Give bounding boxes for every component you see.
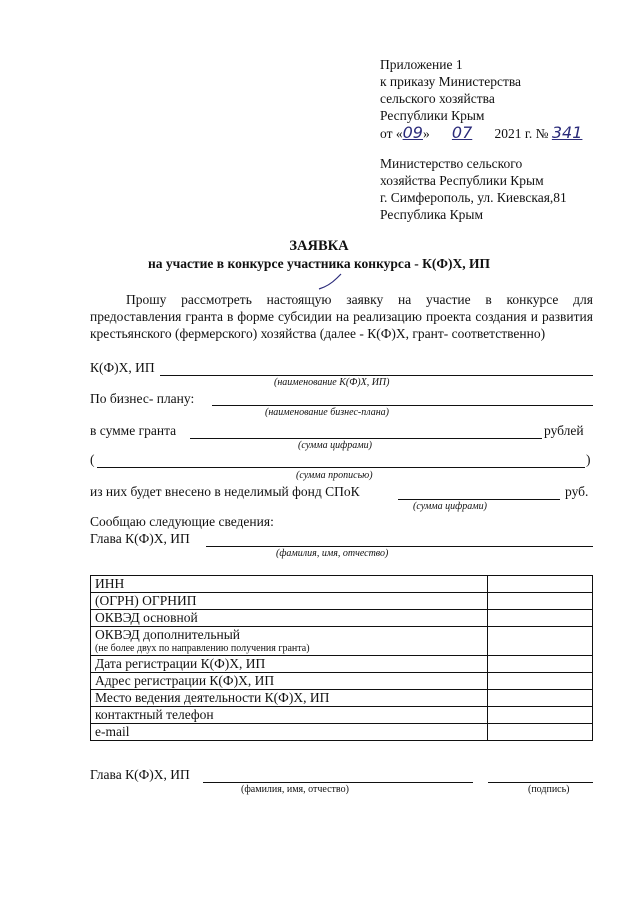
fund-input-line[interactable] (398, 499, 560, 500)
words-caption: (сумма прописью) (296, 470, 373, 481)
sum-caption: (сумма цифрами) (298, 440, 372, 451)
handwritten-mark-icon (315, 272, 345, 292)
table-row-label (91, 656, 488, 673)
fund-caption: (сумма цифрами) (413, 501, 487, 512)
form-subtitle: на участие в конкурсе участника конкурса - К(Ф)Х, ИП (148, 256, 490, 271)
table-row (91, 576, 593, 593)
table-row (91, 610, 593, 627)
table-row-label (91, 673, 488, 690)
table-row-label (91, 610, 488, 627)
sum-input-line[interactable] (190, 438, 542, 439)
table-row (91, 656, 593, 673)
head-caption: (фамилия, имя, отчество) (276, 548, 389, 559)
words-open-paren: ( (90, 452, 95, 467)
table-row-label (91, 593, 488, 610)
ministry-line-2: хозяйства Республики Крым (380, 173, 544, 188)
date-day: 09 (402, 123, 423, 142)
appendix-line-4: Республики Крым (380, 108, 485, 123)
date-month: 07 (451, 123, 473, 142)
table-row (91, 627, 593, 656)
kfh-label: К(Ф)Х, ИП (90, 360, 155, 375)
kfh-input-line[interactable] (160, 375, 593, 376)
appendix-block (380, 56, 620, 142)
table-row (91, 724, 593, 741)
table-row-label-text: (ОГРН) ОГРНИП (95, 593, 197, 608)
date-prefix: от « (380, 126, 403, 141)
table-row-label-text: ОКВЭД основной (95, 610, 198, 625)
plan-label: По бизнес- плану: (90, 391, 195, 406)
signature-sign-caption: (подпись) (528, 784, 570, 795)
sum-suffix: рублей (544, 423, 584, 438)
table-row-value-cell[interactable] (488, 576, 593, 593)
table-row (91, 673, 593, 690)
info-table (90, 575, 593, 741)
fund-suffix: руб. (565, 484, 589, 499)
signature-name-line[interactable] (203, 782, 473, 783)
table-row-label-text: контактный телефон (95, 707, 214, 722)
words-close-paren: ) (586, 452, 591, 467)
signature-sign-line[interactable] (488, 782, 593, 783)
head-label: Глава К(Ф)Х, ИП (90, 531, 190, 546)
table-row-label-text: e-mail (95, 724, 130, 739)
date-mid: » (422, 126, 430, 141)
table-row-label-text: Дата регистрации К(Ф)Х, ИП (95, 656, 266, 671)
ministry-line-3: г. Симферополь, ул. Киевская,81 (380, 190, 567, 205)
request-paragraph (90, 291, 593, 342)
table-row-label (91, 690, 488, 707)
info-label: Сообщаю следующие сведения: (90, 514, 274, 529)
table-row-value-cell[interactable] (488, 593, 593, 610)
table-row-label-text: Адрес регистрации К(Ф)Х, ИП (95, 673, 275, 688)
table-row-label-text: ИНН (95, 576, 125, 591)
table-row-label (91, 627, 488, 656)
table-row-label-text: Место ведения деятельности К(Ф)Х, ИП (95, 690, 330, 705)
appendix-line-2: к приказу Министерства (380, 74, 522, 89)
table-row-note: (не более двух по направлению получения гранта) (95, 643, 310, 654)
table-row-value-cell[interactable] (488, 627, 593, 656)
table-row-label (91, 724, 488, 741)
form-title: ЗАЯВКА (289, 238, 349, 254)
table-row-label-text: ОКВЭД дополнительный (95, 627, 241, 642)
kfh-caption: (наименование К(Ф)Х, ИП) (274, 377, 390, 388)
date-year: 2021 г. № (494, 126, 549, 141)
table-row (91, 707, 593, 724)
table-row-value-cell[interactable] (488, 656, 593, 673)
plan-caption: (наименование бизнес-плана) (265, 407, 389, 418)
appendix-line-3: сельского хозяйства (380, 91, 495, 106)
table-row (91, 593, 593, 610)
table-row (91, 690, 593, 707)
fund-label: из них будет внесено в неделимый фонд СПоК (90, 484, 360, 499)
table-row-value-cell[interactable] (488, 673, 593, 690)
table-row-label (91, 576, 488, 593)
signature-name-caption: (фамилия, имя, отчество) (241, 784, 349, 795)
table-row-value-cell[interactable] (488, 724, 593, 741)
sum-label: в сумме гранта (90, 423, 177, 438)
head-input-line[interactable] (206, 546, 593, 547)
words-input-line[interactable] (97, 467, 585, 468)
order-number: 341 (551, 123, 583, 142)
table-row-value-cell[interactable] (488, 610, 593, 627)
appendix-date-line (380, 124, 620, 142)
plan-input-line[interactable] (212, 405, 593, 406)
recipient-block (380, 155, 620, 223)
table-row-value-cell[interactable] (488, 690, 593, 707)
signature-label: Глава К(Ф)Х, ИП (90, 767, 190, 782)
appendix-line-1: Приложение 1 (380, 57, 463, 72)
ministry-line-4: Республика Крым (380, 207, 484, 222)
ministry-line-1: Министерство сельского (380, 156, 523, 171)
table-row-label (91, 707, 488, 724)
table-row-value-cell[interactable] (488, 707, 593, 724)
request-paragraph-text: Прошу рассмотреть настоящую заявку на участие в конкурсе для предоставления гранта в форме субсидии на реализацию проекта создания и развития крестьянского (фермерского) хозяйства (далее - К(Ф)Х, грант- соответственно) (90, 292, 593, 341)
